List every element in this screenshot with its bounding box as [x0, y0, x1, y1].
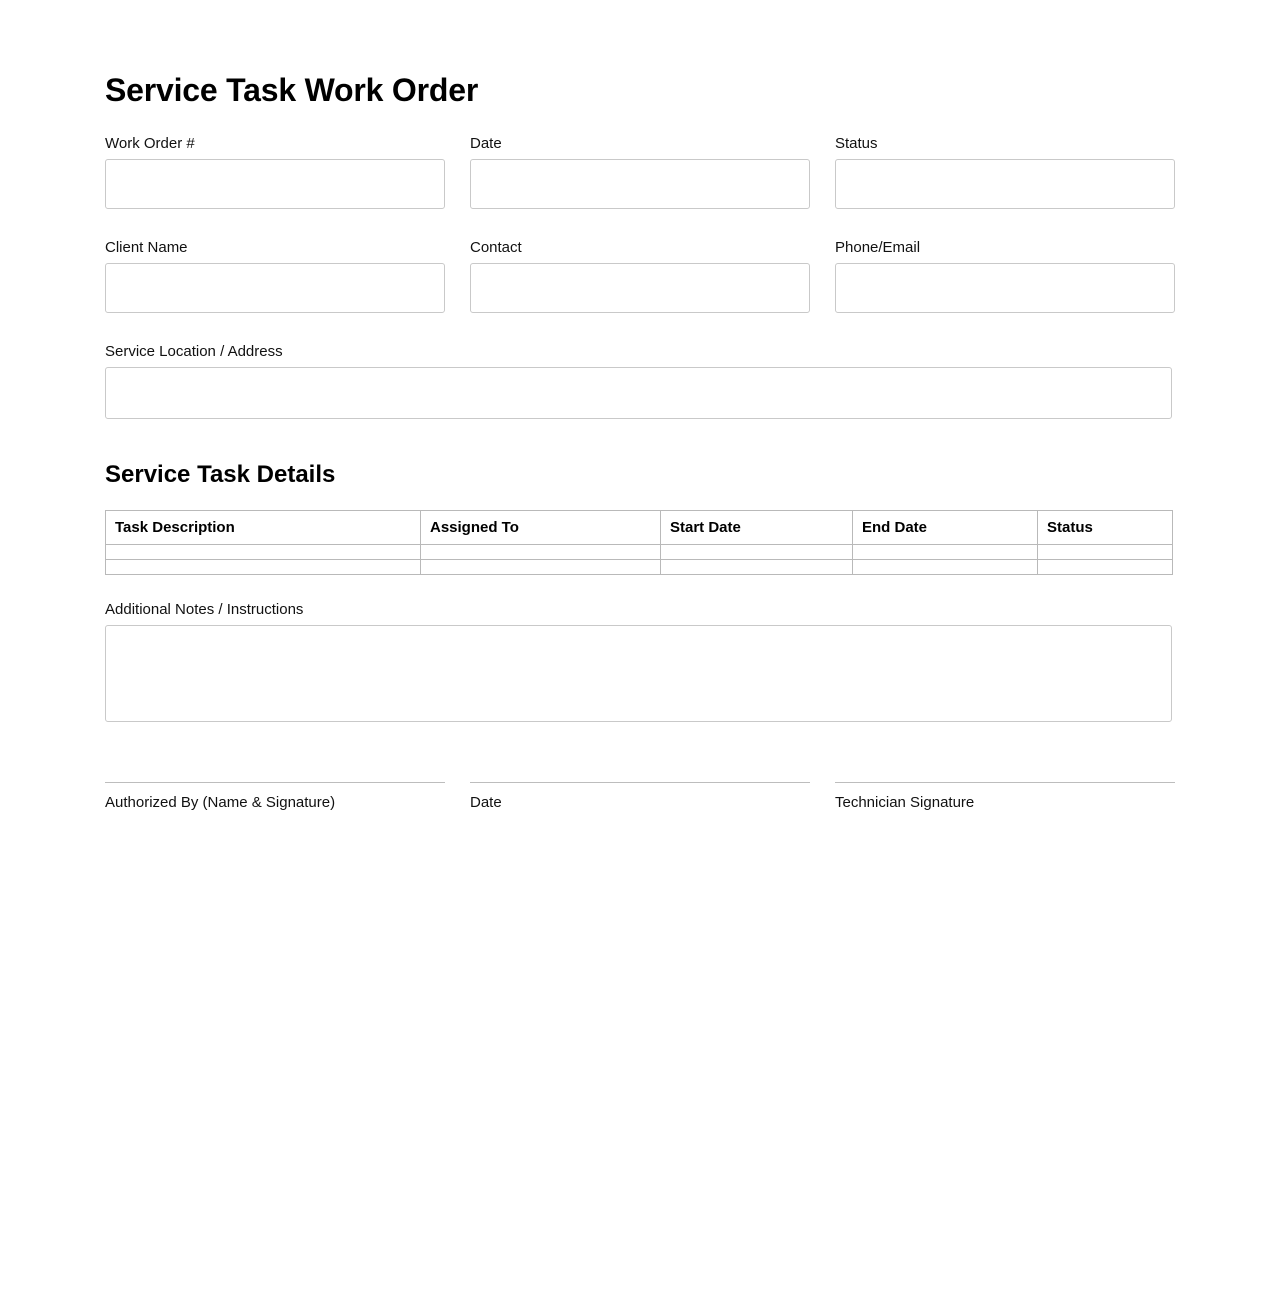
- signature-line-authorized-by[interactable]: [105, 782, 445, 783]
- table-body: [106, 544, 1173, 574]
- table-row[interactable]: [106, 544, 1173, 559]
- client-name-input[interactable]: [105, 263, 445, 313]
- signature-authorized-by: [105, 782, 445, 812]
- header-fields-row-2: [105, 239, 1172, 313]
- field-label-status: Status: [835, 134, 878, 152]
- cell-status[interactable]: [1038, 544, 1173, 559]
- cell-status[interactable]: [1038, 559, 1173, 574]
- cell-task-description[interactable]: [106, 559, 421, 574]
- column-header-start-date: Start Date: [661, 510, 853, 544]
- contact-input[interactable]: [470, 263, 810, 313]
- table-head: [106, 510, 1173, 544]
- status-input[interactable]: [835, 159, 1175, 209]
- work-order-number-input[interactable]: [105, 159, 445, 209]
- field-work-order-number: [105, 135, 445, 209]
- service-location-row: [105, 343, 1172, 419]
- field-service-location: [105, 343, 1172, 419]
- additional-notes-textarea[interactable]: [105, 625, 1172, 722]
- header-fields-row-1: [105, 135, 1172, 209]
- field-label-phone-email: Phone/Email: [835, 238, 921, 256]
- signature-technician: [835, 782, 1175, 812]
- field-label-date: Date: [470, 134, 502, 152]
- phone-email-input[interactable]: [835, 263, 1175, 313]
- cell-start-date[interactable]: [661, 559, 853, 574]
- section-title-service-task-details: Service Task Details: [105, 460, 336, 488]
- additional-notes-section: [105, 601, 1172, 722]
- field-client-name: [105, 239, 445, 313]
- signature-label-technician: Technician Signature: [835, 793, 975, 811]
- page-title: Service Task Work Order: [105, 72, 479, 108]
- signature-date: [470, 782, 810, 812]
- table-row[interactable]: [106, 559, 1173, 574]
- field-label-additional-notes: Additional Notes / Instructions: [105, 600, 304, 618]
- signature-line-date[interactable]: [470, 782, 810, 783]
- field-label-service-location: Service Location / Address: [105, 342, 283, 360]
- cell-end-date[interactable]: [853, 559, 1038, 574]
- field-contact: [470, 239, 810, 313]
- service-location-input[interactable]: [105, 367, 1172, 419]
- signature-line-technician[interactable]: [835, 782, 1175, 783]
- field-date: [470, 135, 810, 209]
- field-label-contact: Contact: [470, 238, 522, 256]
- column-header-end-date: End Date: [853, 510, 1038, 544]
- date-input[interactable]: [470, 159, 810, 209]
- signature-row: [105, 782, 1172, 812]
- field-label-work-order-number: Work Order #: [105, 134, 195, 152]
- field-phone-email: [835, 239, 1175, 313]
- field-label-client-name: Client Name: [105, 238, 188, 256]
- signature-label-authorized-by: Authorized By (Name & Signature): [105, 793, 336, 811]
- field-status: [835, 135, 1175, 209]
- cell-assigned-to[interactable]: [421, 559, 661, 574]
- service-task-table: [105, 510, 1173, 575]
- signature-label-date: Date: [470, 793, 502, 811]
- table-header-row: [106, 510, 1173, 544]
- cell-task-description[interactable]: [106, 544, 421, 559]
- cell-start-date[interactable]: [661, 544, 853, 559]
- column-header-assigned-to: Assigned To: [421, 510, 661, 544]
- column-header-task-description: Task Description: [106, 510, 421, 544]
- cell-end-date[interactable]: [853, 544, 1038, 559]
- column-header-status: Status: [1038, 510, 1173, 544]
- cell-assigned-to[interactable]: [421, 544, 661, 559]
